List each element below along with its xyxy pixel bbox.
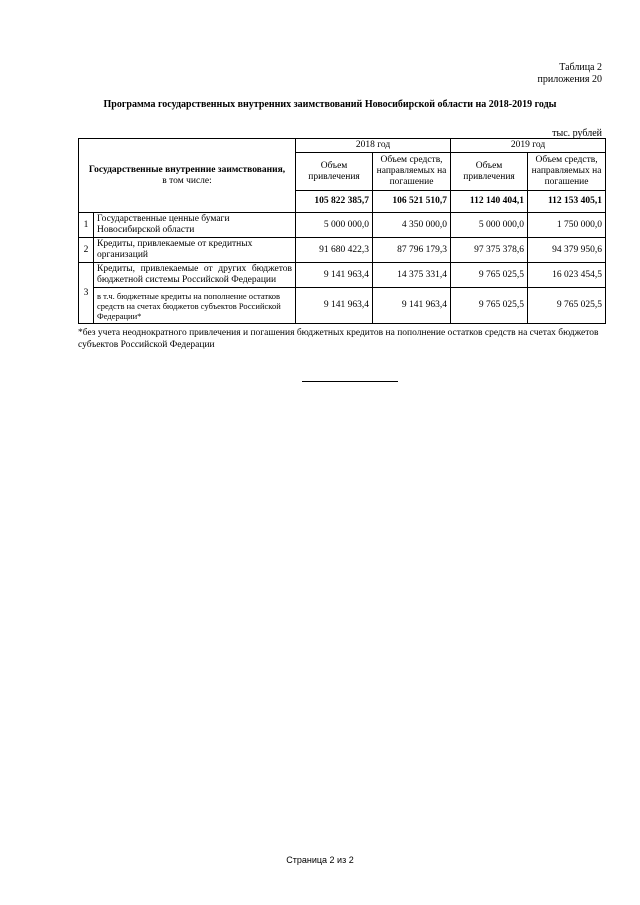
- cell-value: 1 750 000,0: [528, 213, 606, 238]
- cell-value: 9 765 025,5: [451, 263, 528, 288]
- appendix-label: приложения 20: [537, 74, 602, 85]
- cell-value: 94 379 950,6: [528, 238, 606, 263]
- row-header: Государственные внутренние заимствования,: [88, 164, 286, 175]
- cell-value: 97 375 378,6: [451, 238, 528, 263]
- cell-value: 9 141 963,4: [296, 288, 373, 324]
- col-header: Объем привлечения: [451, 153, 528, 191]
- cell-value: 14 375 331,4: [373, 263, 451, 288]
- row-name: Кредиты, привлекаемые от других бюджетов бюджетной системы Российской Федерации: [94, 263, 296, 288]
- page-number: Страница 2 из 2: [286, 855, 354, 865]
- row-header-sub: в том числе:: [162, 175, 212, 186]
- row-name: Государственные ценные бумаги Новосибирской области: [94, 213, 296, 238]
- borrowing-table: [78, 138, 606, 324]
- cell-value: 91 680 422,3: [296, 238, 373, 263]
- col-header: Объем привлечения: [296, 153, 373, 191]
- year-header-2019: 2019 год: [451, 139, 606, 153]
- table-row: [79, 288, 606, 324]
- table-row: [79, 263, 606, 288]
- unit-label: тыс. рублей: [552, 128, 602, 139]
- row-number: 2: [79, 238, 94, 263]
- cell-value: 9 765 025,5: [528, 288, 606, 324]
- cell-value: 4 350 000,0: [373, 213, 451, 238]
- row-number: 3: [79, 263, 94, 324]
- row-header-cell: [79, 139, 296, 213]
- total-value: 112 140 404,1: [451, 191, 528, 213]
- table-row: [79, 238, 606, 263]
- document-title: Программа государственных внутренних заимствований Новосибирской области на 2018-2019 годы: [103, 99, 557, 110]
- appendix-reference: [538, 62, 602, 86]
- divider-line: [302, 381, 398, 382]
- col-header: Объем средств, направляемых на погашение: [528, 153, 606, 191]
- col-header: Объем средств, направляемых на погашение: [373, 153, 451, 191]
- total-value: 106 521 510,7: [373, 191, 451, 213]
- row-name-sub: в т.ч. бюджетные кредиты на пополнение остатков средств на счетах бюджетов субъектов Российской Федерации*: [94, 288, 296, 324]
- row-name: Кредиты, привлекаемые от кредитных организаций: [94, 238, 296, 263]
- year-header-2018: 2018 год: [296, 139, 451, 153]
- row-number: 1: [79, 213, 94, 238]
- footnote: *без учета неоднократного привлечения и погашения бюджетных кредитов на пополнение остатков средств на счетах бюджетов субъектов Российской Федерации: [78, 328, 599, 350]
- total-value: 105 822 385,7: [296, 191, 373, 213]
- cell-value: 9 141 963,4: [296, 263, 373, 288]
- table-row: [79, 213, 606, 238]
- cell-value: 16 023 454,5: [528, 263, 606, 288]
- cell-value: 9 141 963,4: [373, 288, 451, 324]
- cell-value: 5 000 000,0: [296, 213, 373, 238]
- cell-value: 9 765 025,5: [451, 288, 528, 324]
- cell-value: 87 796 179,3: [373, 238, 451, 263]
- total-value: 112 153 405,1: [528, 191, 606, 213]
- table-label: Таблица 2: [559, 62, 602, 73]
- cell-value: 5 000 000,0: [451, 213, 528, 238]
